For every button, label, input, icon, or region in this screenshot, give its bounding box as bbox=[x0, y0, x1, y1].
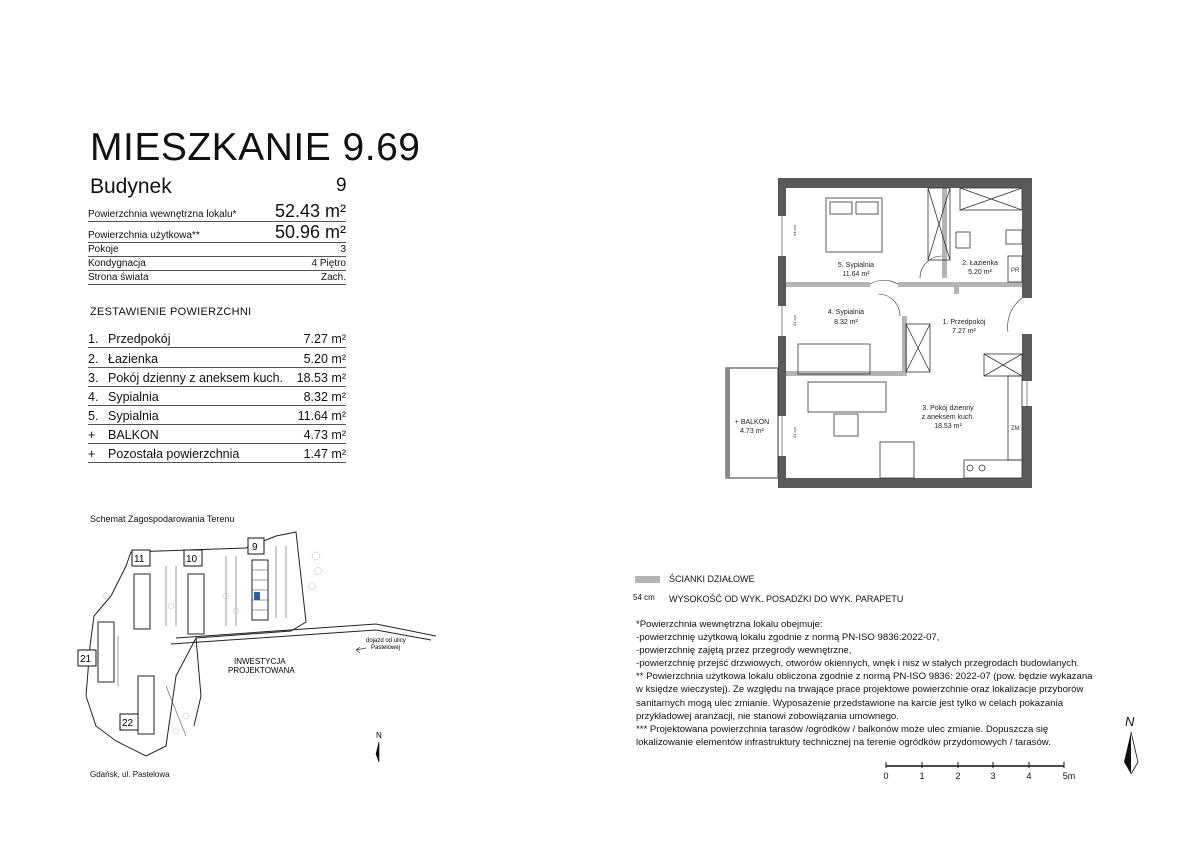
site-plan-map bbox=[76, 526, 446, 776]
room-name: Łazienka bbox=[108, 352, 159, 366]
scale-bar bbox=[876, 758, 1086, 784]
note-line: przykładowej aranżacji, nie stanowi zobowiązania umownego. bbox=[636, 710, 899, 722]
note-line: *Powierzchnia wewnętrzna lokalu obejmuje: bbox=[636, 619, 823, 630]
access-road-label-2: Pastelowej bbox=[371, 645, 401, 651]
building-11-label: 11 bbox=[134, 554, 145, 565]
info-value: 4 Piętro bbox=[311, 258, 346, 269]
room-name: Przedpokój bbox=[108, 332, 171, 346]
scale-tick: 1 bbox=[919, 771, 925, 781]
building-9-label: 9 bbox=[252, 542, 258, 553]
north-label: N bbox=[1125, 714, 1135, 729]
site-north-label: N bbox=[376, 731, 382, 740]
room-name: Sypialnia bbox=[108, 390, 159, 404]
info-row-rooms bbox=[88, 243, 346, 257]
info-value: 50.96 m² bbox=[274, 222, 346, 242]
room-area: 4.73 m² bbox=[303, 428, 346, 442]
info-label: Strona świata bbox=[88, 272, 149, 283]
room-area: 7.27 m² bbox=[303, 332, 346, 346]
furniture bbox=[798, 188, 1022, 478]
page-title: MIESZKANIE 9.69 bbox=[90, 126, 421, 169]
scale-tick: 5m bbox=[1062, 771, 1076, 781]
building-10-label: 10 bbox=[186, 554, 198, 565]
room-label-hallway: 1. Przedpokój bbox=[942, 319, 986, 326]
info-label: Powierzchnia użytkowa** bbox=[88, 230, 200, 241]
room-name: Sypialnia bbox=[108, 409, 159, 423]
info-label: Pokoje bbox=[88, 244, 119, 255]
room-area: 8.32 m² bbox=[303, 390, 346, 404]
room-num: + bbox=[88, 447, 96, 461]
info-value: 3 bbox=[340, 244, 346, 255]
room-area-balcony: 4.73 m² bbox=[740, 428, 764, 435]
room-area-bedroom-4: 8.32 m² bbox=[834, 319, 858, 326]
note-line: -powierzchnię zajętą przez przegrody wewnętrzne, bbox=[636, 645, 852, 657]
room-area-bathroom: 5.20 m² bbox=[968, 269, 992, 276]
room-name: Pozostała powierzchnia bbox=[108, 447, 240, 461]
height-legend-symbol: 54 cm bbox=[633, 593, 655, 602]
fridge-label: PR bbox=[1011, 268, 1020, 274]
note-line: lokalizowanie elementów infrastruktury technicznej na terenie ogródków przydomowych / tarasów. bbox=[636, 736, 1051, 748]
summary-row bbox=[88, 406, 346, 425]
floor-plan bbox=[720, 176, 1040, 492]
room-label-living-2: z aneksem kuch. bbox=[921, 414, 975, 421]
note-line: -powierzchnię przejść drzwiowych, otworów okiennych, wnęk i nisz w stałych przegrodach budowlanych. bbox=[636, 658, 1080, 670]
room-area: 18.53 m² bbox=[296, 371, 346, 385]
sill-height-mark: 54 cm bbox=[792, 427, 797, 438]
room-area-hallway: 7.27 m² bbox=[952, 328, 976, 335]
room-num: 1. bbox=[88, 332, 99, 346]
summary-title: ZESTAWIENIE POWIERZCHNI bbox=[90, 306, 252, 318]
summary-row bbox=[88, 444, 346, 463]
investment-label-2: PROJEKTOWANA bbox=[228, 666, 295, 675]
room-num: 2. bbox=[88, 352, 99, 366]
summary-row bbox=[88, 349, 346, 368]
room-label-living: 3. Pokój dzienny bbox=[922, 405, 974, 412]
room-name: BALKON bbox=[108, 428, 159, 442]
site-plan-title: Schemat Zagospodarowania Terenu bbox=[90, 514, 235, 524]
note-line: -powierzchnię użytkową lokalu zgodnie z normą PN-ISO 9836:2022-07, bbox=[636, 632, 940, 644]
scale-tick: 3 bbox=[990, 771, 996, 781]
info-label: Kondygnacja bbox=[88, 258, 146, 269]
info-row-floor bbox=[88, 257, 346, 271]
sill-height-mark: 54 cm bbox=[792, 315, 797, 326]
highlighted-apartment-marker bbox=[254, 592, 260, 600]
info-row-orientation bbox=[88, 271, 346, 285]
note-line: sanitarnych mogą ulec zmianie. Wyposażenie przedstawione na karcie jest tylko w celach pokazania bbox=[636, 697, 1064, 709]
north-arrow bbox=[1118, 712, 1144, 776]
room-label-bathroom: 2. Łazienka bbox=[962, 260, 998, 267]
summary-row bbox=[88, 368, 346, 387]
room-num: 3. bbox=[88, 371, 99, 385]
room-name: Pokój dzienny z aneksem kuch. bbox=[108, 371, 284, 385]
access-road-label: dojazd od ulicy bbox=[366, 638, 406, 644]
room-num: 5. bbox=[88, 409, 99, 423]
info-value: Zach. bbox=[320, 272, 346, 283]
info-row-usable-area bbox=[88, 222, 346, 243]
scale-tick: 4 bbox=[1026, 771, 1032, 781]
partition-walls bbox=[786, 188, 1022, 376]
washer-label: ZM bbox=[1011, 426, 1020, 432]
note-line: ** Powierzchnia użytkowa lokalu obliczona zgodnie z normą PN-ISO 9836: 2022-07 (pow. będzie wykazana bbox=[636, 671, 1093, 683]
room-area-living: 18.53 m² bbox=[934, 423, 962, 430]
building-label: Budynek bbox=[90, 175, 172, 198]
note-line: *** Projektowana powierzchnia tarasów /ogródków / balkonów może ulec zmianie. Dopuszcza się bbox=[636, 723, 1049, 735]
notes bbox=[636, 618, 1136, 749]
info-row-internal-area bbox=[88, 202, 346, 222]
scale-tick: 2 bbox=[955, 771, 961, 781]
height-legend-label: WYSOKOŚĆ OD WYK. POSADZKI DO WYK. PARAPETU bbox=[669, 594, 904, 604]
room-num: 4. bbox=[88, 390, 99, 404]
building-22-label: 22 bbox=[122, 718, 134, 729]
north-arrow-icon bbox=[1124, 732, 1131, 774]
room-num: + bbox=[88, 428, 96, 442]
scale-tick: 0 bbox=[883, 771, 889, 781]
address: Gdańsk, ul. Pastelowa bbox=[90, 770, 170, 779]
building-21-label: 21 bbox=[80, 654, 92, 665]
room-area: 11.64 m² bbox=[297, 409, 346, 423]
room-label-bedroom-4: 4. Sypialnia bbox=[827, 309, 865, 316]
room-area: 5.20 m² bbox=[303, 352, 346, 366]
partition-legend-label: ŚCIANKI DZIAŁOWE bbox=[669, 574, 755, 584]
info-label: Powierzchnia wewnętrzna lokalu* bbox=[88, 209, 237, 220]
site-north-arrow-icon bbox=[376, 742, 379, 762]
room-label-bedroom-5: 5. Sypialnia bbox=[837, 262, 875, 269]
info-value: 52.43 m² bbox=[274, 201, 346, 221]
note-line: w księdze wieczystej). Ze względu na trwające prace projektowe powierzchnie oraz lokalizacje przyborów bbox=[636, 684, 1084, 696]
room-area-bedroom-5: 11.64 m² bbox=[842, 271, 870, 278]
room-area: 1.47 m² bbox=[303, 447, 346, 461]
building-value: 9 bbox=[336, 175, 347, 196]
partition-legend-swatch bbox=[635, 576, 660, 583]
sill-height-mark: 54 cm bbox=[792, 225, 797, 236]
investment-label: INWESTYCJA bbox=[234, 657, 286, 666]
room-label-balcony: + BALKON bbox=[734, 419, 770, 426]
summary-row bbox=[88, 425, 346, 444]
summary-row bbox=[88, 331, 346, 348]
summary-row bbox=[88, 387, 346, 406]
